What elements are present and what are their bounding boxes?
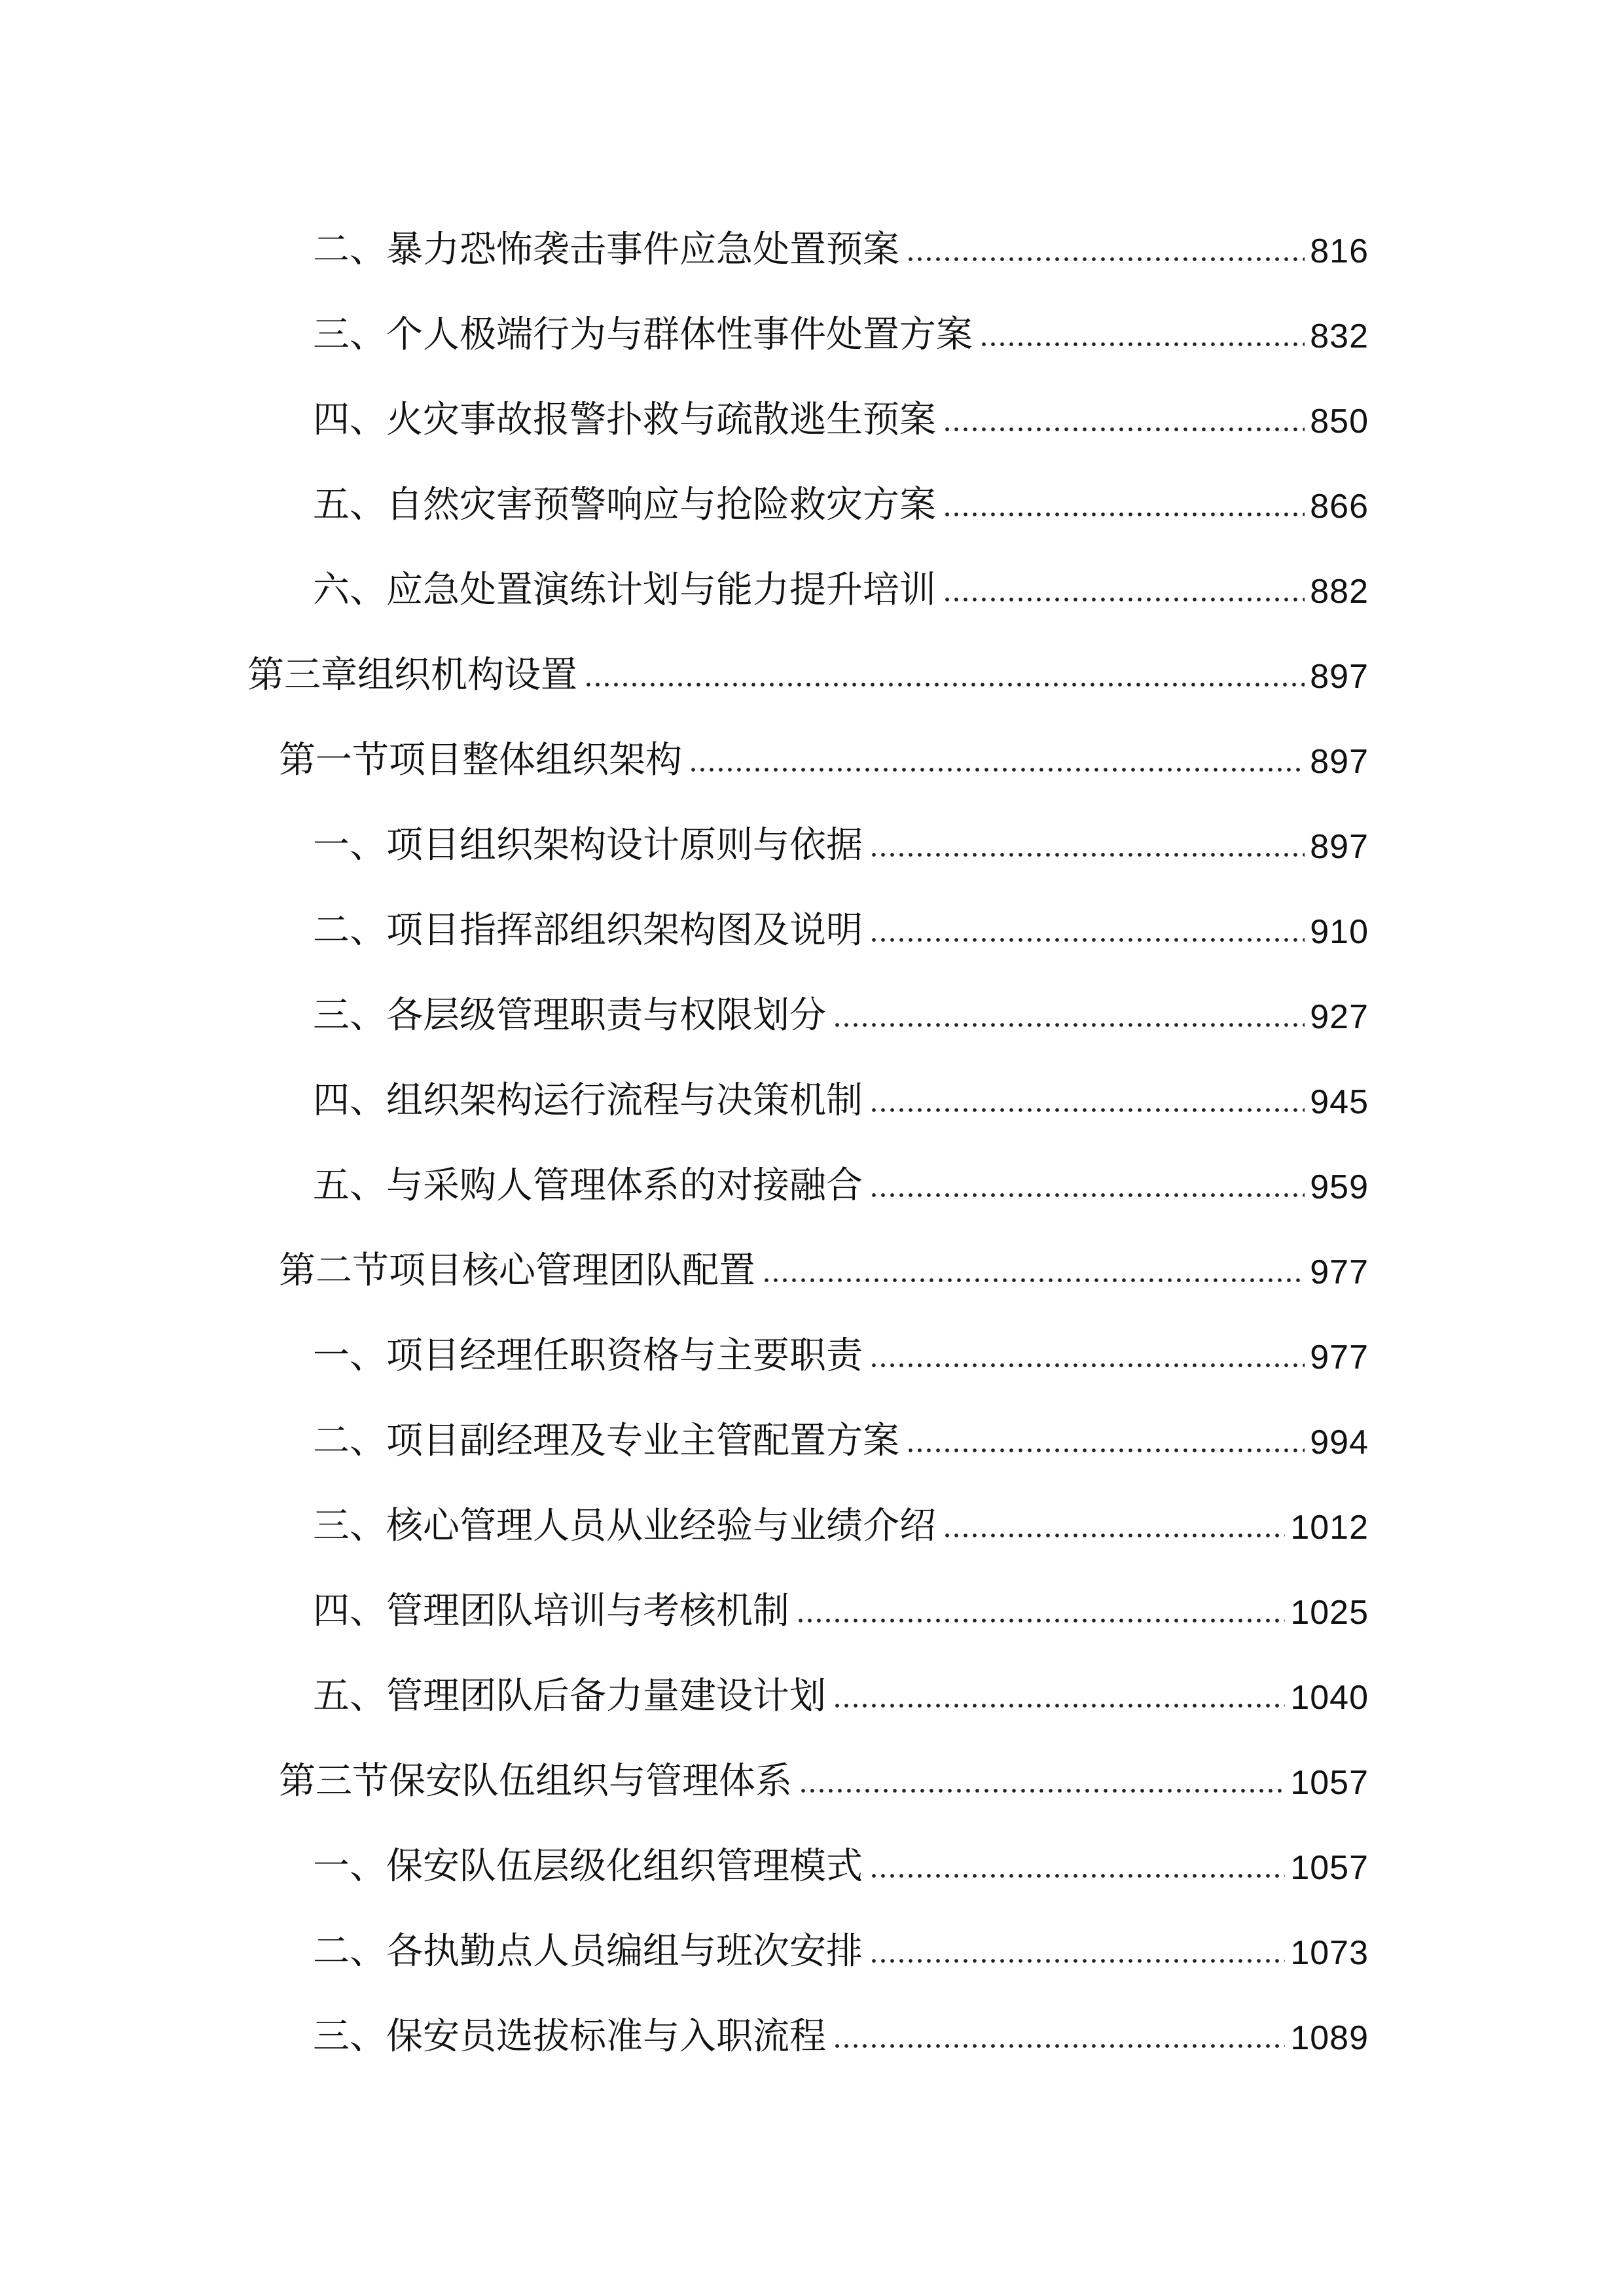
toc-entry[interactable] (313, 969, 1369, 1037)
toc-entry[interactable] (313, 1394, 1369, 1460)
toc-entry-page: 977 (1310, 1253, 1369, 1291)
toc-entry-page: 882 (1310, 573, 1369, 611)
toc-dot-leader (906, 1448, 1305, 1453)
toc-entry-page: 1073 (1290, 1934, 1369, 1972)
toc-dot-leader (943, 1533, 1285, 1538)
toc-dot-leader (869, 937, 1305, 942)
toc-entry[interactable] (313, 1309, 1369, 1377)
toc-entry-page: 945 (1310, 1083, 1369, 1121)
toc-entry[interactable] (313, 1820, 1369, 1888)
toc-entry-title: 二、各执勤点人员编组与班次安排 (313, 1930, 863, 1973)
toc-entry-title: 四、管理团队培训与考核机制 (313, 1590, 789, 1632)
toc-dot-leader (979, 342, 1305, 347)
toc-entry-title: 一、项目经理任职资格与主要职责 (313, 1335, 863, 1377)
toc-dot-leader (943, 512, 1305, 517)
toc-dot-leader (833, 2043, 1285, 2049)
toc-dot-leader (689, 767, 1305, 772)
toc-entry-page: 1012 (1290, 1509, 1369, 1547)
toc-dot-leader (833, 1703, 1285, 1708)
toc-entry-title: 二、项目指挥部组织架构图及说明 (313, 909, 863, 952)
toc-entry[interactable] (313, 884, 1369, 952)
toc-entry-page: 832 (1310, 317, 1369, 355)
toc-entry-title: 四、组织架构运行流程与决策机制 (313, 1079, 863, 1122)
toc-chapter-entry[interactable] (247, 628, 1369, 694)
toc-entry-page: 1057 (1290, 1849, 1369, 1887)
toc-entry-title: 六、应急处置演练计划与能力提升培训 (313, 569, 936, 611)
toc-entry-title: 三、保安员选拔标准与入职流程 (313, 2015, 826, 2058)
toc-section-entry[interactable] (279, 1224, 1369, 1292)
toc-section-entry[interactable] (279, 713, 1369, 779)
toc-entry[interactable] (313, 373, 1369, 439)
toc-entry[interactable] (313, 1649, 1369, 1715)
toc-entry-page: 927 (1310, 998, 1369, 1036)
toc-dot-leader (762, 1278, 1305, 1283)
toc-entry[interactable] (313, 543, 1369, 609)
toc-entry-title: 第二节项目核心管理团队配置 (279, 1249, 755, 1292)
toc-entry-page: 1089 (1290, 2019, 1369, 2057)
toc-dot-leader (799, 1788, 1285, 1793)
toc-entry-page: 897 (1310, 743, 1369, 781)
toc-entry-title: 三、个人极端行为与群体性事件处置方案 (313, 314, 973, 356)
toc-entry[interactable] (313, 1990, 1369, 2058)
toc-entry-page: 977 (1310, 1338, 1369, 1376)
toc-entry-page: 816 (1310, 232, 1369, 270)
toc-entry[interactable] (313, 1564, 1369, 1630)
toc-entry-page: 959 (1310, 1168, 1369, 1206)
toc-entry[interactable] (313, 1479, 1369, 1545)
toc-entry-title: 一、保安队伍层级化组织管理模式 (313, 1845, 863, 1888)
toc-dot-leader (833, 1022, 1305, 1028)
toc-entry[interactable] (313, 1139, 1369, 1207)
toc-entry-title: 第一节项目整体组织架构 (279, 739, 682, 781)
toc-entry-title: 第三节保安队伍组织与管理体系 (279, 1760, 792, 1803)
toc-entry-page: 994 (1310, 1424, 1369, 1462)
toc-entry-title: 五、与采购人管理体系的对接融合 (313, 1164, 863, 1207)
toc-entry-page: 850 (1310, 403, 1369, 440)
toc-entry-title: 五、管理团队后备力量建设计划 (313, 1675, 826, 1717)
toc-dot-leader (869, 1958, 1285, 1964)
toc-dot-leader (584, 682, 1305, 687)
toc-entry-title: 二、暴力恐怖袭击事件应急处置预案 (313, 228, 899, 271)
toc-entry-title: 三、各层级管理职责与权限划分 (313, 994, 826, 1037)
toc-dot-leader (869, 852, 1305, 857)
toc-entry[interactable] (313, 203, 1369, 271)
toc-dot-leader (943, 597, 1305, 602)
toc-dot-leader (796, 1618, 1285, 1623)
toc-dot-leader (943, 427, 1305, 432)
toc-section-entry[interactable] (279, 1734, 1369, 1803)
toc-entry-page: 1025 (1290, 1594, 1369, 1632)
toc-entry-page: 910 (1310, 913, 1369, 951)
toc-entry-title: 一、项目组织架构设计原则与依据 (313, 824, 863, 867)
toc-entry[interactable] (313, 288, 1369, 356)
toc-entry-page: 897 (1310, 828, 1369, 866)
toc-entry-page: 1057 (1290, 1764, 1369, 1802)
toc-entry-page: 866 (1310, 488, 1369, 526)
toc-dot-leader (906, 257, 1305, 262)
toc-entry-title: 第三章组织机构设置 (247, 654, 577, 696)
toc-dot-leader (869, 1873, 1285, 1878)
toc-entry-title: 五、自然灾害预警响应与抢险救灾方案 (313, 484, 936, 526)
toc-dot-leader (869, 1363, 1305, 1368)
toc-entry[interactable] (313, 1905, 1369, 1973)
toc-entry-title: 二、项目副经理及专业主管配置方案 (313, 1420, 899, 1462)
toc-entry[interactable] (313, 1054, 1369, 1122)
toc-entry-title: 四、火灾事故报警扑救与疏散逃生预案 (313, 399, 936, 441)
toc-entry-page: 897 (1310, 658, 1369, 696)
toc-entry[interactable] (313, 798, 1369, 867)
toc-entry-title: 三、核心管理人员从业经验与业绩介绍 (313, 1505, 936, 1547)
toc-entry-page: 1040 (1290, 1679, 1369, 1717)
toc-dot-leader (869, 1107, 1305, 1113)
toc-dot-leader (869, 1193, 1305, 1198)
toc-entry[interactable] (313, 458, 1369, 524)
